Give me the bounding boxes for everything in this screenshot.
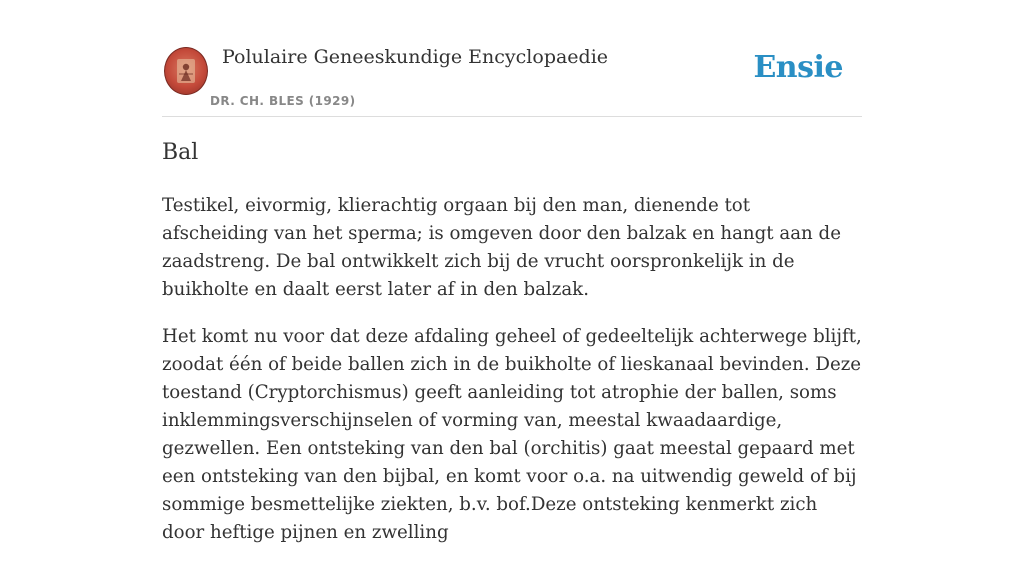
entry-paragraph: Het komt nu voor dat deze afdaling geheel of gedeeltelijk achterwege blijft, zoodat één of beide ballen zich in de buikholte of lieskanaal bevinden. Deze toestand (Cryptorchismus) geeft aanleiding tot atrophie der ballen, soms inklemmingsverschijnselen of vorming van, meestal kwaadaardige, gezwellen. Een ontsteking van den bal (orchitis) gaat meestal gepaard met een ontsteking van den bijbal, en komt voor o.a. na uitwendig geweld of bij sommige besmettelijke ziekten, b.v. bof.Deze ontsteking kenmerkt zich door heftige pijnen en zwelling (162, 326, 862, 543)
page-header (162, 0, 862, 117)
book-title[interactable]: Polulaire Geneeskundige Encyclopaedie (222, 46, 609, 68)
book-cover-emblem (165, 48, 207, 94)
entry-title: Bal (162, 140, 199, 165)
book-cover-icon[interactable] (164, 47, 208, 95)
entry-content (162, 192, 862, 566)
entry-paragraph: Testikel, eivormig, klierachtig orgaan bij den man, dienende tot afscheiding van het sperma; is omgeven door den balzak en hangt aan de zaadstreng. De bal ontwikkelt zich bij de vrucht oorspronkelijk in de buikholte en daalt eerst later af in den balzak. (162, 195, 841, 300)
book-author: DR. CH. BLES (1929) (210, 94, 356, 108)
ensie-logo-link[interactable]: Ensie (753, 50, 843, 85)
page-container (162, 0, 862, 543)
